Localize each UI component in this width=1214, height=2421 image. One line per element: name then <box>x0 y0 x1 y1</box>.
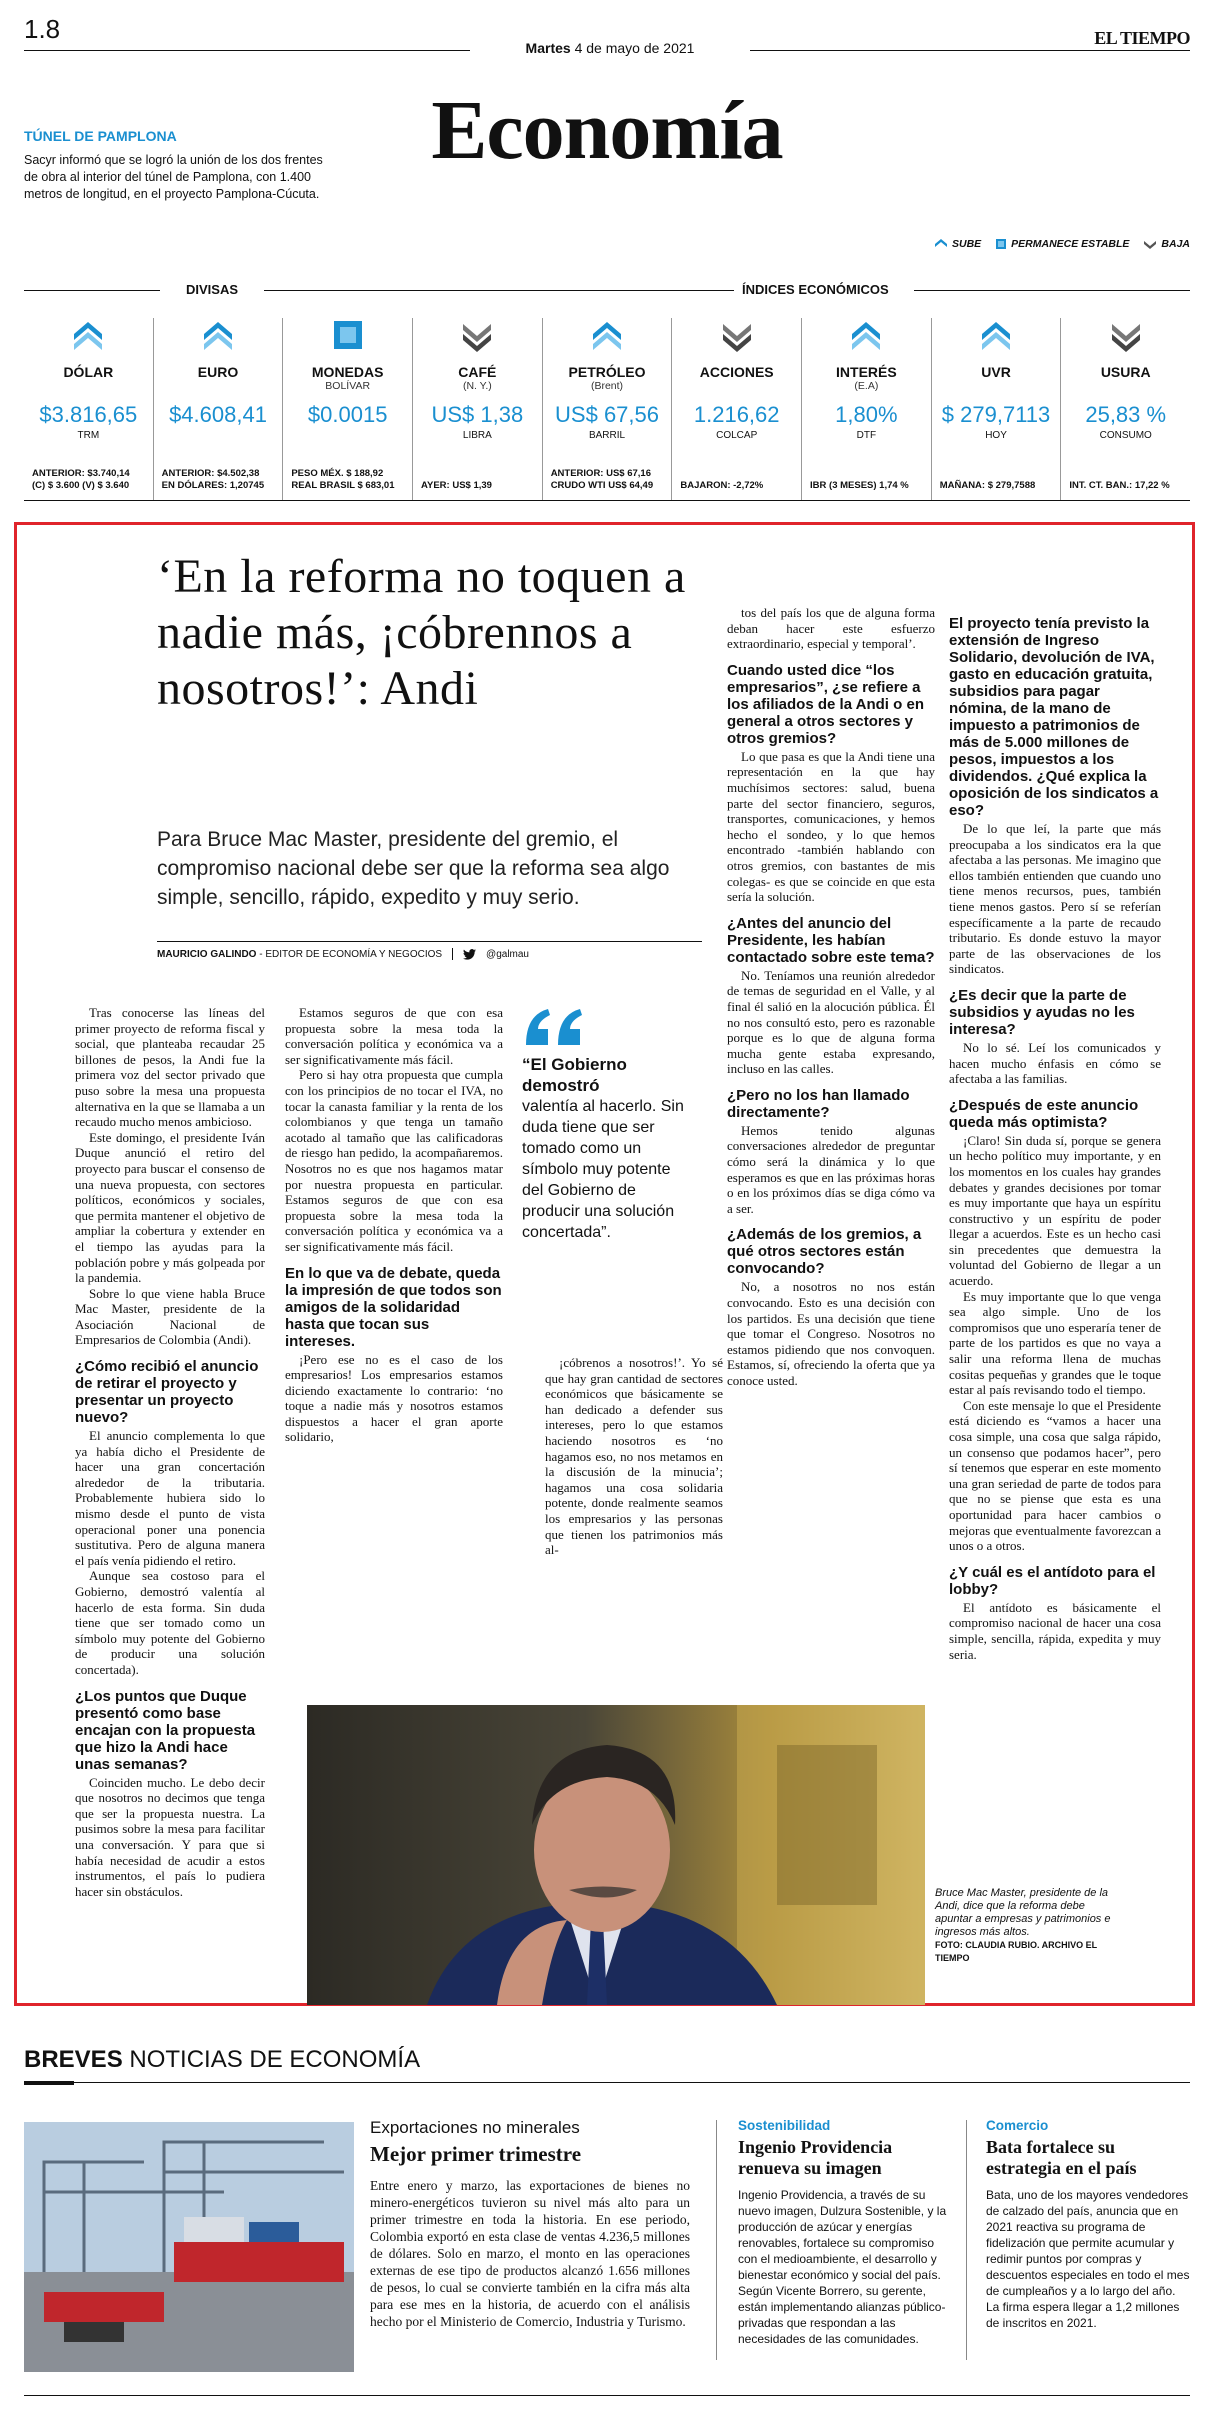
legend-stable <box>995 238 1129 250</box>
date-day: Martes <box>525 40 571 56</box>
question-heading: ¿Cómo recibió el anuncio de retirar el proyecto y presentar un proyecto nuevo? <box>75 1358 259 1427</box>
question-heading: En lo que va de debate, queda la impresión de que todos son amigos de la solidaridad hasta que tocan sus intereses. <box>285 1264 502 1350</box>
indicator-foot <box>940 480 1057 492</box>
briefs-rule <box>24 2082 1190 2083</box>
paragraph: ¡Pero ese no es el caso de los empresarios! Los empresarios estamos diciendo exactamente lo contrario: ‘no toque a nadie más y nosotros estamos dispuestos a hacer el gran aporte solidario, <box>285 1351 503 1445</box>
indicator-sub <box>672 380 801 394</box>
teaser-kicker: TÚNEL DE PAMPLONA <box>24 128 177 144</box>
indicator-foot-line: CRUDO WTI US$ 64,49 <box>550 480 654 491</box>
paragraph: tos del país los que de alguna forma deban hacer este esfuerzo extraordinario, especial y temporal’. <box>727 605 935 652</box>
trend-legend <box>934 238 1190 250</box>
article-headline: ‘En la reforma no toquen a nadie más, ¡cóbrennos a nosotros!’: Andi <box>157 550 686 715</box>
paragraph: Con este mensaje lo que el Presidente está diciendo es “vamos a hacer una cosa simple, una cosa que salga rápido, un consenso que podamos hacer”, pero sí tenemos que esperar en este momento una gran seriedad de parte de todos para que no se piense que esta es una oportunidad para hacer cambios o mejoras que eventualmente favorezcan a unos o a otros. <box>949 1397 1161 1554</box>
question-heading: ¿Y cuál es el antídoto para el lobby? <box>949 1563 1156 1598</box>
indicator-6 <box>802 318 932 500</box>
indicator-unit: COLCAP <box>716 430 758 441</box>
paragraph: De lo que leí, la parte que más preocupaba a los sindicatos era la que afectaba a las personas. Me imagino que ellos también entienden que cuando uno tiene menos recursos, pues, también tiene menos gastos. Pero sí se referían específicamente a la parte de recaudo tributario. Es donde estuvo la mayor parte de las observaciones de los sindicatos. <box>949 821 1161 977</box>
indicator-foot <box>810 480 927 492</box>
article-column-2 <box>285 1005 503 1445</box>
arrow-up-icon <box>932 318 1061 354</box>
paragraph: No lo sé. Leí los comunicados y hacen mucho énfasis en cómo se afectaba a las familias. <box>949 1039 1161 1087</box>
indicator-name: DÓLAR <box>63 364 114 380</box>
indicator-value: 25,83 % <box>1085 402 1167 427</box>
arrow-down-icon <box>1061 318 1190 354</box>
pull-quote-lead: “El Gobierno demostró <box>522 1055 627 1095</box>
brief-bata-headline: Bata fortalece su estrategia en el país <box>986 2137 1137 2178</box>
quote-mark-icon <box>522 1005 586 1049</box>
indicator-sub <box>932 380 1061 394</box>
indicator-unit: BARRIL <box>588 430 626 441</box>
paragraph: ¡cóbrenos a nosotros!’. Yo sé que hay gran cantidad de sectores económicos que básicamente se han dedicado a defender sus intereses, pero lo que estamos haciendo nosotros es ‘no hagamos eso, no nos metamos en la discusión de la minucia’; hagamos una cosa solidaria potente, donde realmente seamos los empresarios y las personas que tienen los patrimonios más al- <box>545 1355 723 1558</box>
indicator-name: USURA <box>1100 364 1151 380</box>
legend-down-label: BAJA <box>1161 238 1190 250</box>
paragraph: Estamos seguros de que con esa propuesta sobre la mesa toda la conversación política y económica va a ser significativamente más fácil. <box>285 1005 503 1067</box>
indicator-name: PETRÓLEO <box>568 364 646 380</box>
article-column-5 <box>949 605 1161 1662</box>
article-column-3 <box>545 1355 723 1558</box>
indicator-foot <box>680 480 797 492</box>
indicator-value: 1,80% <box>835 402 898 427</box>
byline-role: - EDITOR DE ECONOMÍA Y NEGOCIOS <box>259 948 443 960</box>
paragraph: No. Teníamos una reunión alrededor de temas de seguridad en el Valle, y al final él salió en la alocución pública. Él no nos consultó esto, pero es razonable porque es lo que de alguna forma mucha gente estaba expresando, incluso en las calles. <box>727 967 935 1077</box>
pull-quote-text: valentía al hacerlo. Sin duda tiene que ser tomado como un símbolo muy potente del Gobierno de producir una solución concertada”. <box>522 1098 684 1241</box>
divisas-label: DIVISAS <box>178 282 246 297</box>
brief-bata-text: Bata, uno de los mayores vendedores de calzado del país, anuncia que en 2021 reactiva su programa de fidelización que permite acumular y redimir puntos por compras y descuentos especiales en todo el mes de cumpleaños y a lo largo del año. La firma espera llegar a 1,2 millones de inscritos en 2021. <box>986 2188 1190 2330</box>
legend-up-label: SUBE <box>951 238 982 250</box>
indicator-unit: CONSUMO <box>1099 430 1152 441</box>
brief-exports <box>370 2118 690 2330</box>
indicator-1 <box>154 318 284 500</box>
arrow-up-icon <box>154 318 283 354</box>
indicator-foot-line: AYER: US$ 1,39 <box>421 480 492 491</box>
indicator-foot-line: IBR (3 MESES) 1,74 % <box>810 480 909 491</box>
indicator-unit: LIBRA <box>462 430 492 441</box>
teaser-text: Sacyr informó que se logró la unión de los dos frentes de obra al interior del túnel de Pamplona, con 1.400 metros de longitud, en el proyecto Pamplona-Cúcuta. <box>24 153 323 201</box>
question-heading: ¿Pero no los han llamado directamente? <box>727 1086 910 1121</box>
byline-twitter: @galmau <box>486 948 529 960</box>
brief-providencia-text: Ingenio Providencia, a través de su nuevo imagen, Dulzura Sostenible, y la producción de azúcar y energías renovables, fortalece su compromiso con el medioambiente, el desarrollo y bienestar económico y social del país. Según Vicente Borrero, su gerente, están implementando alianzas público-privadas que respondan a las necesidades de las comunidades. <box>738 2188 947 2346</box>
indicator-3 <box>413 318 543 500</box>
indicator-7 <box>932 318 1062 500</box>
indicator-foot-line: REAL BRASIL $ 683,01 <box>291 480 395 491</box>
legend-stable-label: PERMANECE ESTABLE <box>1011 238 1130 250</box>
paragraph: Lo que pasa es que la Andi tiene una representación en la que hay muchísimos sectores: salud, buena parte del sector financiero, seguros, transportes, comunicaciones, y hemos hecho el sondeo, y lo que hemos encontrado -también hablando con otros gremios, con bastantes de mis colegas- es que se coincide en que esta sería la solución. <box>727 748 935 905</box>
indicator-foot-line: ANTERIOR: US$ 67,16 <box>550 468 651 479</box>
article-column-4 <box>727 605 935 1389</box>
briefs-separator <box>716 2120 717 2360</box>
brief-providencia-headline: Ingenio Providencia renueva su imagen <box>738 2137 893 2178</box>
paragraph: No, a nosotros no nos están convocando. Esto es una decisión con los partidos. Es una decisión que tiene que tomar el Congreso. Nosotros no estamos pidiendo que nos convoquen. Estamos, sí, ofreciendo la oferta que ya conoce usted. <box>727 1279 935 1388</box>
indicator-foot-line: INT. CT. BAN.: 17,22 % <box>1069 480 1170 491</box>
paragraph: Este domingo, el presidente Iván Duque anunció el retiro del proyecto para buscar el consenso de una nueva propuesta, con sectores políticos, económicos y sociales, que permita mantener el objetivo de ampliar la cobertura y extender en el tiempo las ayudas para la población pobre y más golpeada por la pandemia. <box>75 1129 265 1286</box>
indicator-sub <box>1061 380 1190 394</box>
briefs-separator <box>966 2120 967 2360</box>
indicator-foot <box>421 480 538 492</box>
paragraph: Hemos tenido algunas conversaciones alrededor de preguntar cómo será la dinámica y lo que esperamos es que en las próximas horas o en los próximos días se diga cómo va a ser. <box>727 1122 935 1216</box>
indicators-header <box>24 282 1190 298</box>
indicator-foot-line: BAJARON: -2,72% <box>680 480 764 491</box>
indicator-name: UVR <box>981 364 1011 380</box>
caption-credit: FOTO: CLAUDIA RUBIO. ARCHIVO EL TIEMPO <box>935 1940 1097 1963</box>
arrow-up-icon <box>934 238 948 250</box>
brief-exports-text: Entre enero y marzo, las exportaciones de bienes no minero-energéticos tuvieron su nivel más alto para un primer trimestre en toda la historia. En ese periodo, Colombia exportó en esta clase de ventas 4.236,5 millones de dólares. Solo en marzo, el monto en las operaciones externas de ese tipo de productos alcanzó 1.656 millones de pesos, lo cual se convierte también en la cifra más alta para ese mes en la historia, de acuerdo con el análisis hecho por el Ministerio de Comercio, Industria y Turismo. <box>370 2178 690 2329</box>
indicator-name: CAFÉ <box>458 364 497 380</box>
indicators-bar <box>24 318 1190 501</box>
bottom-rule <box>24 2395 1190 2396</box>
page-number: 1.8 <box>24 14 61 44</box>
question-heading: El proyecto tenía previsto la extensión de Ingreso Solidario, devolución de IVA, gasto en educación gratuita, subsidios para pagar nómina, de la mano de impuesto a patrimonios de más de 5.000 millones de pesos, impuestos a los dividendos. ¿Qué explica la oposición de los sindicatos a eso? <box>949 615 1159 819</box>
brief-exports-headline: Mejor primer trimestre <box>370 2142 582 2166</box>
briefs-title-rest: NOTICIAS DE ECONOMÍA <box>129 2046 421 2073</box>
legend-up <box>934 238 981 250</box>
indicator-foot-line: EN DÓLARES: 1,20745 <box>161 480 265 491</box>
arrow-down-icon <box>1143 238 1157 250</box>
question-heading: ¿Además de los gremios, a qué otros sectores están convocando? <box>727 1226 922 1278</box>
indicator-name: EURO <box>197 364 239 380</box>
indicator-foot-line: (C) $ 3.600 (V) $ 3.640 <box>32 480 130 491</box>
indicators-rule-left <box>24 290 160 291</box>
byline <box>157 941 702 960</box>
brief-exports-kicker: Exportaciones no minerales <box>370 2118 580 2137</box>
briefs-title-bold: BREVES <box>24 2046 123 2073</box>
paragraph: ¡Claro! Sin duda sí, porque se genera un hecho político muy importante, y en los momentos en los cuales hay grandes debates y grandes decisiones por tomar es muy importante que haya un espíritu constructivo y un espíritu de poder llegar a acuerdos. Este es un hecho casi sin precedentes que demuestra la voluntad del Gobierno de llegar a un acuerdo. <box>949 1132 1161 1289</box>
indicator-8 <box>1061 318 1190 500</box>
indicator-foot <box>32 468 149 492</box>
square-stable-icon <box>283 318 412 354</box>
indicator-4 <box>543 318 673 500</box>
paragraph: Es muy importante que lo que venga sea algo simple. Uno de los compromisos que uno esperaría tener de parte de los partidos es que no vaya a salir una reforma llena de muchas cositas pequeñas y grandes que le toque estar al país revisando todo el tiempo. <box>949 1288 1161 1398</box>
paragraph: El anuncio complementa lo que ya había dicho el Presidente de hacer una gran concertación alrededor de la tributaria. Probablemente hubiera sido lo mismo desde el punto de vista operacional poner una ponencia sustitutiva. Pero de alguna manera el país venía pidiendo el retiro. <box>75 1428 265 1568</box>
caption-text: Bruce Mac Master, presidente de la Andi, dice que la reforma debe apuntar a empresas y patrimonios e ingresos más altos. <box>935 1887 1111 1938</box>
indicator-value: 1.216,62 <box>693 402 780 427</box>
paragraph: Aunque sea costoso para el Gobierno, demostró valentía al hacerlo de esta forma. Sin duda tiene que ser tomado como un símbolo muy potente del Gobierno de producir una solución concertada). <box>75 1568 265 1677</box>
indicator-foot <box>291 468 408 492</box>
indicator-unit: HOY <box>985 430 1007 441</box>
indicator-5 <box>672 318 802 500</box>
paragraph: Sobre lo que viene habla Bruce Mac Master, presidente de la Asociación Nacional de Empresarios de Colombia (Andi). <box>75 1285 265 1348</box>
indicator-value: $0.0015 <box>307 402 388 427</box>
indicator-sub <box>154 380 283 394</box>
arrow-down-icon <box>413 318 542 354</box>
arrow-down-icon <box>672 318 801 354</box>
question-heading: Cuando usted dice “los empresarios”, ¿se refiere a los afiliados de la Andi o en general a otros sectores y otros gremios? <box>727 661 924 747</box>
portrait-photo <box>307 1705 925 2005</box>
brief-bata-kicker: Comercio <box>986 2118 1049 2133</box>
briefs-title <box>24 2046 420 2074</box>
indicator-sub: (N. Y.) <box>462 380 492 392</box>
indicator-foot <box>551 468 668 492</box>
teaser <box>24 128 324 203</box>
indicator-foot <box>162 468 279 492</box>
paragraph: Coinciden mucho. Le debo decir que nosotros no decimos que tenga que ser la propuesta nuestra. La pusimos sobre la mesa para facilitar una conversación. Y para que si había necesidad de acudir a estos instrumentos, el país lo pudiera hacer sin obstáculos. <box>75 1774 265 1899</box>
indicator-name: MONEDAS <box>311 364 384 380</box>
paragraph: Pero si hay otra propuesta que cumpla con los principios de no tocar el IVA, no tocar la canasta familiar y la renta de los colombianos y que tenga un tamaño acotado al tamaño que las calificadoras de riesgo han pedido, la acompañaremos. Nosotros no es que nos hagamos matar por nuestra propuesta en particular. Estamos seguros de que con esa propuesta sobre la mesa toda la conversación política y económica va a ser significativamente más fácil. <box>285 1067 503 1254</box>
article-column-1 <box>75 1005 265 1899</box>
port-cranes-photo <box>24 2122 354 2372</box>
indicator-sub: (E.A) <box>854 380 879 392</box>
arrow-up-icon <box>543 318 672 354</box>
indicator-unit: DTF <box>856 430 877 441</box>
indicator-foot-line: MAÑANA: $ 279,7588 <box>939 480 1036 491</box>
indicator-value: $3.816,65 <box>39 402 138 427</box>
briefs-rule-accent <box>24 2081 74 2085</box>
byline-name: MAURICIO GALINDO <box>157 948 257 960</box>
issue-date <box>470 40 750 56</box>
paragraph: El antídoto es básicamente el compromiso nacional de hacer una cosa simple, sencilla, rápida, expedita y muy seria. <box>949 1599 1161 1662</box>
paragraph: Tras conocerse las líneas del primer proyecto de reforma fiscal y social, que planteaba recaudar 25 billones de pesos, la Andi fue la primera voz del sector privado que puso sobre la mesa una propuesta alternativa en la que se llamaba a un recaudo mucho menos ambicioso. <box>75 1005 265 1130</box>
indicator-value: US$ 1,38 <box>431 402 524 427</box>
square-stable-icon <box>995 238 1007 250</box>
section-title: Economía <box>431 84 783 177</box>
indicator-value: $ 279,7113 <box>941 402 1051 427</box>
question-heading: ¿Después de este anuncio queda más optimista? <box>949 1096 1139 1131</box>
brief-providencia <box>738 2118 952 2347</box>
indicator-foot-line: ANTERIOR: $3.740,14 <box>32 468 130 479</box>
indicators-rule-right <box>914 290 1190 291</box>
main-article <box>14 522 1195 2006</box>
question-heading: ¿Los puntos que Duque presentó como base encajan con la propuesta que hizo la Andi hace unas semanas? <box>75 1687 256 1773</box>
legend-down <box>1143 238 1190 250</box>
indicator-sub: (Brent) <box>590 380 624 392</box>
indicator-2 <box>283 318 413 500</box>
brief-bata <box>986 2118 1190 2331</box>
date-rest: 4 de mayo de 2021 <box>574 40 695 56</box>
indicator-unit: TRM <box>77 430 100 441</box>
arrow-up-icon <box>24 318 153 354</box>
indicator-foot-line: PESO MÉX. $ 188,92 <box>291 468 384 479</box>
indicator-0 <box>24 318 154 500</box>
photo-caption <box>935 1887 1125 1965</box>
indices-label: ÍNDICES ECONÓMICOS <box>734 282 897 297</box>
question-heading: ¿Antes del anuncio del Presidente, les habían contactado sobre este tema? <box>727 914 935 966</box>
indicator-sub: BOLÍVAR <box>325 380 371 392</box>
pull-quote <box>522 1005 690 1243</box>
indicator-foot <box>1069 480 1186 492</box>
twitter-icon <box>463 949 476 960</box>
indicator-foot-line: ANTERIOR: $4.502,38 <box>161 468 260 479</box>
indicator-value: US$ 67,56 <box>555 402 659 427</box>
indicator-name: ACCIONES <box>699 364 774 380</box>
arrow-up-icon <box>802 318 931 354</box>
brand-logo: EL TIEMPO <box>1094 28 1190 48</box>
brief-providencia-kicker: Sostenibilidad <box>738 2118 831 2133</box>
indicator-value: $4.608,41 <box>169 402 267 427</box>
question-heading: ¿Es decir que la parte de subsidios y ayudas no les interesa? <box>949 986 1135 1038</box>
article-deck: Para Bruce Mac Master, presidente del gremio, el compromiso nacional debe ser que la reforma sea algo simple, sencillo, rápido, expedito y muy serio. <box>157 828 670 909</box>
indicators-rule-mid <box>264 290 734 291</box>
indicator-sub <box>24 380 153 394</box>
indicator-name: INTERÉS <box>836 364 897 380</box>
